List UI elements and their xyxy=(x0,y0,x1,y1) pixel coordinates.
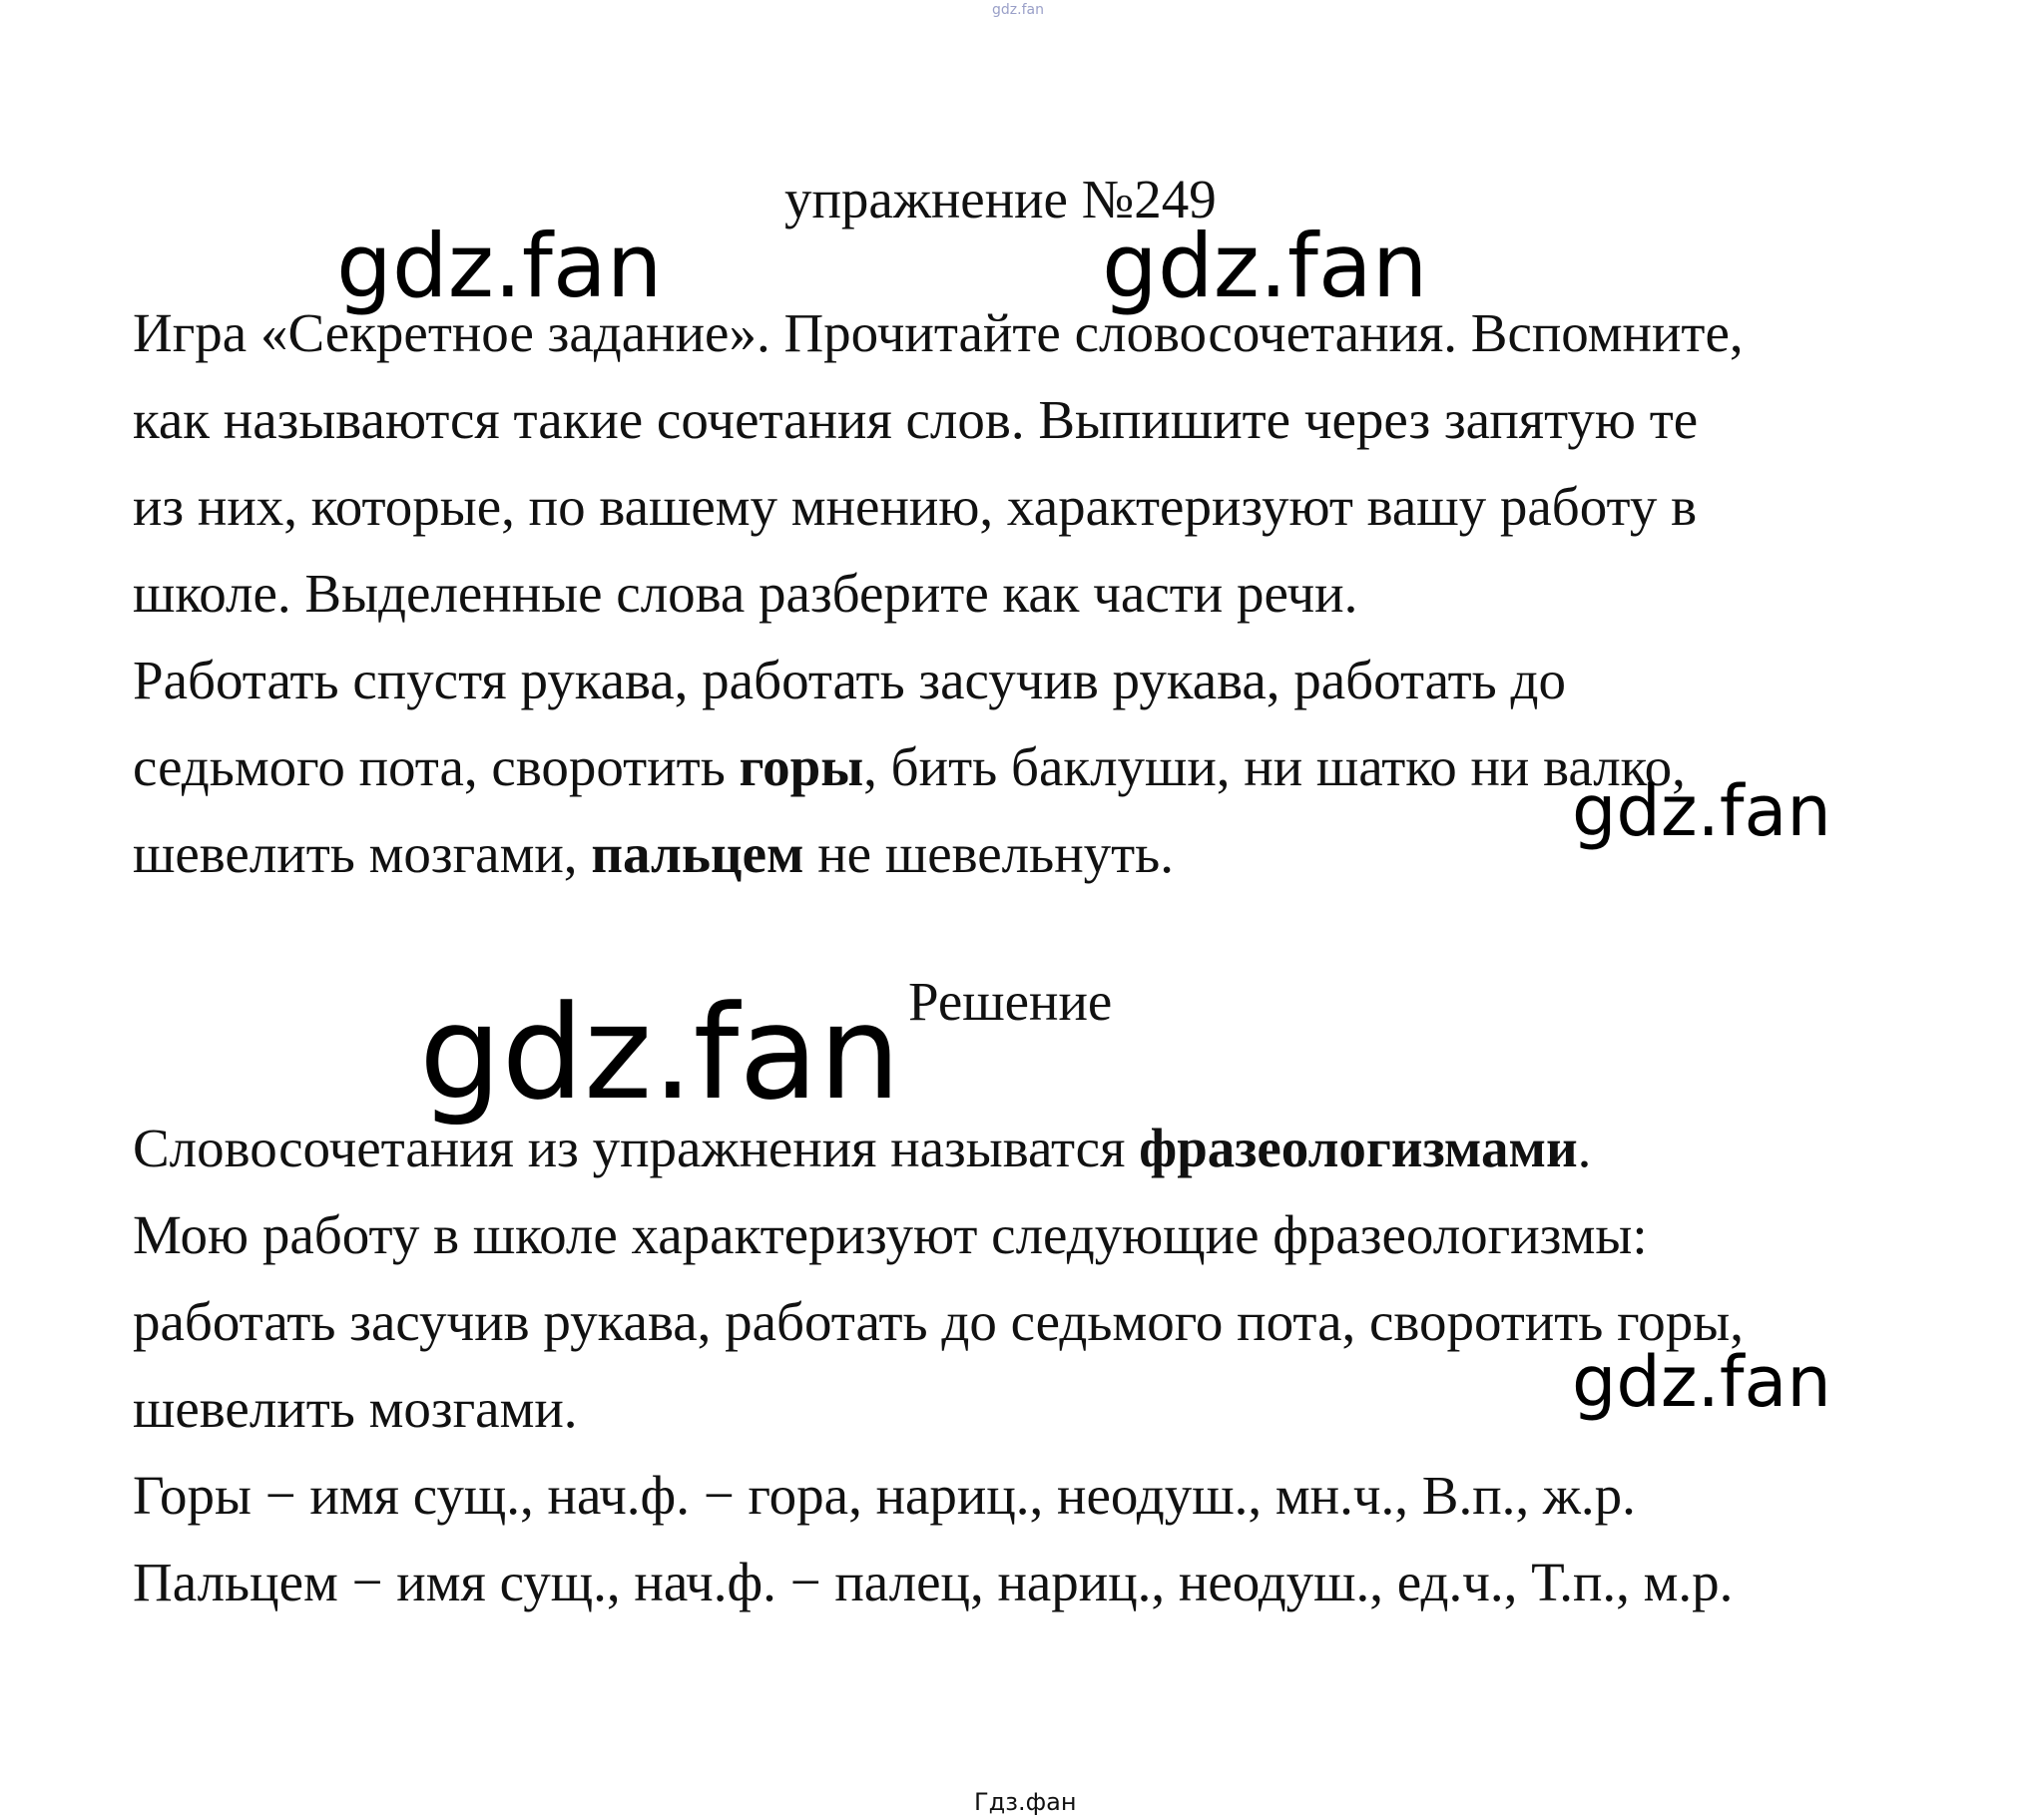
task-line-text: седьмого пота, своротить xyxy=(133,736,740,797)
solution-line: шевелить мозгами. xyxy=(133,1378,578,1439)
solution-line: Горы − имя сущ., нач.ф. − гора, нариц., неодуш., мн.ч., В.п., ж.р. xyxy=(133,1465,1636,1526)
solution-heading: Решение xyxy=(908,971,1113,1032)
task-line xyxy=(133,737,1686,797)
watermark-text: gdz.fan xyxy=(336,215,663,317)
task-line: из них, которые, по вашему мнению, характеризуют вашу работу в xyxy=(133,476,1698,537)
task-line-text: не шевельнуть. xyxy=(803,823,1174,884)
solution-line: Мою работу в школе характеризуют следующие фразеологизмы: xyxy=(133,1204,1648,1265)
task-line xyxy=(133,824,1174,884)
watermark-text: gdz.fan xyxy=(1102,215,1428,317)
watermark-text: gdz.fan xyxy=(419,977,901,1129)
task-line: Работать спустя рукава, работать засучив рукава, работать до xyxy=(133,650,1566,710)
solution-line: Пальцем − имя сущ., нач.ф. − палец, нариц., неодуш., ед.ч., Т.п., м.р. xyxy=(133,1552,1734,1612)
task-line-text: шевелить мозгами, xyxy=(133,823,592,884)
footer-text: Гдз.фан xyxy=(974,1788,1077,1816)
bold-word-gory: горы xyxy=(739,736,864,797)
task-line-text: , бить баклуши, ни шатко ни валко, xyxy=(863,736,1686,797)
watermark-text: gdz.fan xyxy=(1572,1341,1831,1423)
solution-line-text: Словосочетания из упражнения называтся xyxy=(133,1118,1140,1178)
solution-line-text: . xyxy=(1577,1118,1592,1178)
bold-word-paltsem: пальцем xyxy=(591,823,804,884)
task-line: Игра «Секретное задание». Прочитайте словосочетания. Вспомните, xyxy=(133,302,1744,363)
task-line: как называются такие сочетания слов. Выпишите через запятую те xyxy=(133,389,1699,450)
task-line: школе. Выделенные слова разберите как части речи. xyxy=(133,563,1358,624)
bold-word-frazeologizmami: фразеологизмами xyxy=(1139,1118,1578,1178)
solution-line: работать засучив рукава, работать до седьмого пота, своротить горы, xyxy=(133,1291,1744,1352)
top-watermark-text: gdz.fan xyxy=(992,2,1044,18)
exercise-title: упражнение №249 xyxy=(784,169,1217,229)
watermark-text: gdz.fan xyxy=(1572,770,1831,852)
